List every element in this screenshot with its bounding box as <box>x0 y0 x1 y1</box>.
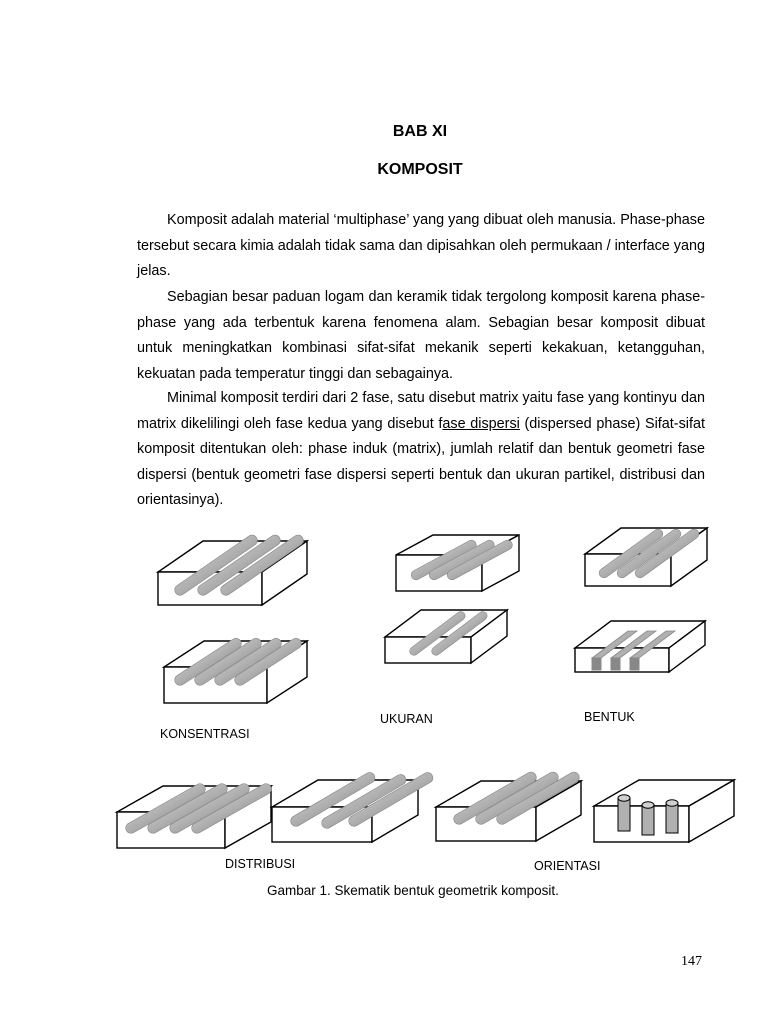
p3-text-after: (dispersed phase) Sifat-sifat komposit ditentukan oleh: phase induk (matrix), jumlah relatif dan bentuk geometri fase dispersi (bentuk geometri fase dispersi seperti bentuk dan ukuran partikel, distribusi dan orientasinya). <box>137 415 705 508</box>
p3-underlined-term: ase dispersi <box>442 415 520 432</box>
label-orientasi: ORIENTASI <box>534 859 601 873</box>
block-bentuk-slab <box>575 621 705 672</box>
block-konsentrasi-low <box>158 540 307 605</box>
label-bentuk: BENTUK <box>584 710 635 724</box>
label-distribusi: DISTRIBUSI <box>225 857 296 871</box>
block-ukuran-small <box>385 610 507 663</box>
block-orientasi-vertical-fiber-post-1 <box>642 805 654 835</box>
block-bentuk-slab-fiber-slab-end-0 <box>592 658 601 670</box>
block-distribusi-uniform <box>117 786 271 848</box>
block-konsentrasi-high <box>164 641 307 703</box>
block-bentuk-rod <box>585 528 707 586</box>
label-konsentrasi: KONSENTRASI <box>160 727 250 741</box>
chapter-title: KOMPOSIT <box>377 161 463 178</box>
chapter-number: BAB XI <box>392 123 448 140</box>
block-bentuk-slab-fiber-slab-end-1 <box>611 658 620 670</box>
block-ukuran-large <box>396 535 519 591</box>
block-orientasi-vertical <box>594 780 734 842</box>
block-distribusi-nonuniform <box>272 778 428 842</box>
paragraph-alloys: Sebagian besar paduan logam dan keramik tidak tergolong komposit karena phase-phase yang ada terbentuk karena fenomena alam. Sebagian besar komposit dibuat untuk meningkatkan kombinasi sifat-sifat mekanik seperti kekakuan, ketangguhan, kekuatan pada temperatur tinggi dan sebagainya. <box>137 289 705 382</box>
page-number: 147 <box>681 954 702 969</box>
label-ukuran: UKURAN <box>380 712 433 726</box>
paragraph-definition: Komposit adalah material ‘multiphase’ yang yang dibuat oleh manusia. Phase-phase tersebut secara kimia adalah tidak sama dan dipisahkan oleh permukaan / interface yang jelas. <box>137 212 705 279</box>
p3-text-before: Minimal komposit terdiri dari 2 fase, satu disebut matrix yaitu fase yang kontinyu dan matrix dikelilingi oleh fase kedua yang disebut f <box>137 390 705 432</box>
block-orientasi-vertical-fiber-post-0 <box>618 798 630 831</box>
block-orientasi-vertical-fiber-post-2 <box>666 803 678 833</box>
block-orientasi-vertical-fiber-post-top-0 <box>618 795 630 802</box>
block-orientasi-vertical-fiber-post-top-2 <box>666 800 678 807</box>
figure-caption: Gambar 1. Skematik bentuk geometrik komposit. <box>267 883 559 898</box>
block-orientasi-aligned <box>436 777 581 841</box>
block-bentuk-slab-fiber-slab-end-2 <box>630 658 639 670</box>
paragraph-phases <box>137 386 705 514</box>
composite-schematic-figure <box>0 520 768 880</box>
block-orientasi-vertical-fiber-post-top-1 <box>642 802 654 809</box>
